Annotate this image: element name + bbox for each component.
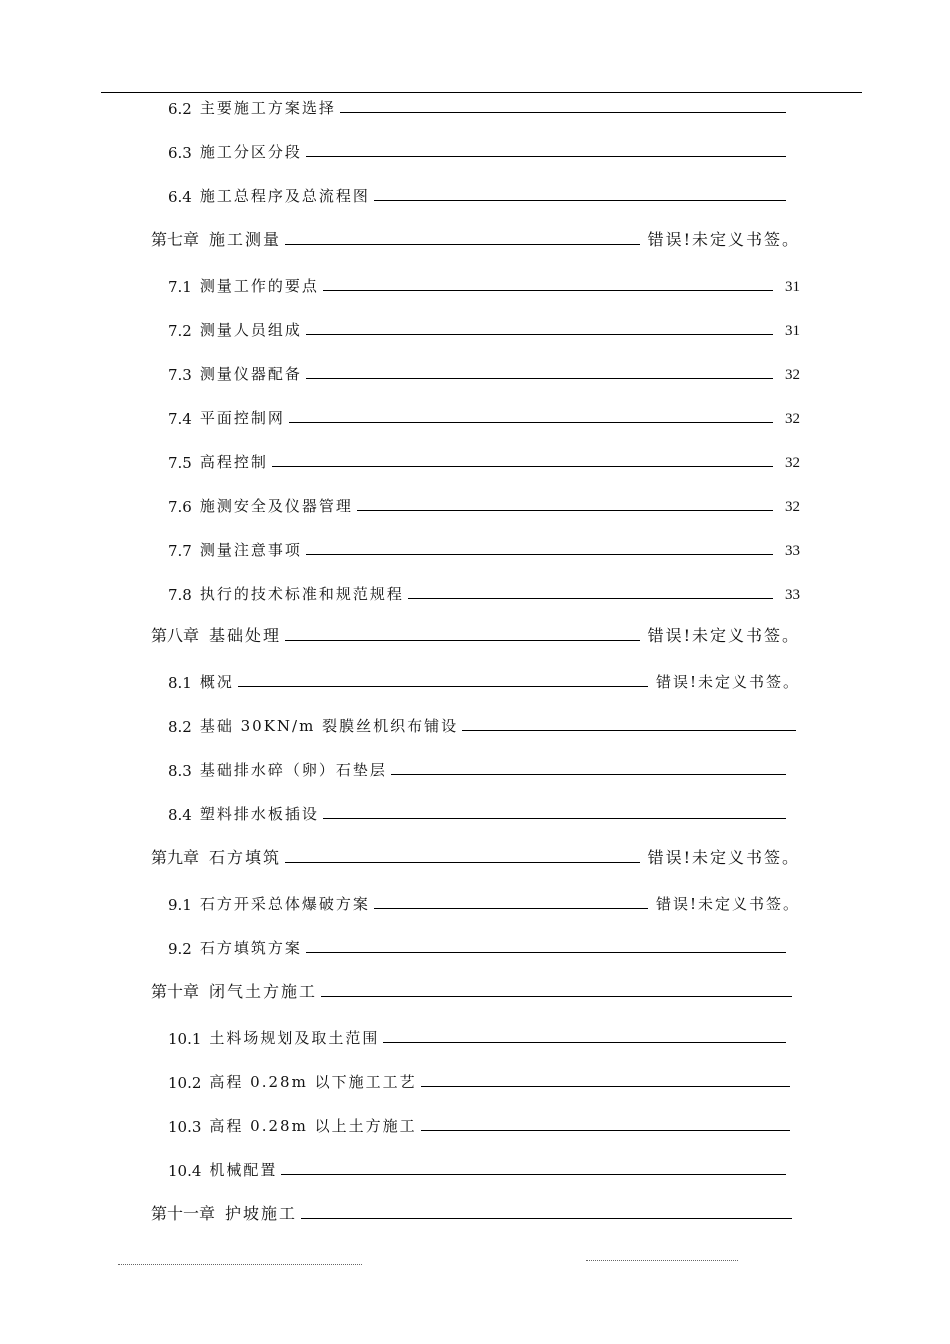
toc-section-row[interactable] bbox=[168, 890, 800, 914]
toc-entry-title: 石方填筑 bbox=[209, 848, 282, 867]
toc-entry-number: 7.2 bbox=[168, 322, 192, 340]
toc-leader-line bbox=[289, 422, 773, 423]
toc-page-reference: 33 bbox=[785, 543, 800, 559]
toc-entry-title: 施工测量 bbox=[209, 230, 282, 249]
toc-leader-line bbox=[238, 686, 648, 687]
toc-entry-number: 10.3 bbox=[168, 1118, 202, 1136]
toc-chapter-row[interactable] bbox=[151, 226, 800, 250]
toc-entry-number: 6.2 bbox=[168, 100, 192, 118]
toc-entry-title: 测量工作的要点 bbox=[199, 277, 319, 295]
toc-section-row[interactable] bbox=[168, 448, 800, 472]
toc-entry-number: 7.4 bbox=[168, 410, 192, 428]
toc-leader-line bbox=[357, 510, 773, 511]
toc-entry-number: 7.3 bbox=[168, 366, 192, 384]
toc-leader-line bbox=[306, 156, 786, 157]
toc-section-row[interactable] bbox=[168, 360, 800, 384]
toc-leader-line bbox=[340, 112, 786, 113]
toc-entry-title: 施工分区分段 bbox=[199, 143, 302, 161]
toc-leader-line bbox=[323, 290, 773, 291]
toc-section-row[interactable] bbox=[168, 756, 790, 780]
toc-entry-title: 高程 0.28m 以上土方施工 bbox=[209, 1117, 417, 1135]
toc-leader-line bbox=[306, 378, 773, 379]
toc-section-row[interactable] bbox=[168, 580, 800, 604]
toc-entry-number: 第九章 bbox=[151, 848, 200, 867]
toc-leader-line bbox=[408, 598, 773, 599]
toc-leader-line bbox=[374, 200, 786, 201]
toc-section-row[interactable] bbox=[168, 492, 800, 516]
toc-page-reference: 31 bbox=[785, 279, 800, 295]
toc-section-row[interactable] bbox=[168, 272, 800, 296]
toc-section-row[interactable] bbox=[168, 94, 790, 118]
toc-entry-number: 7.6 bbox=[168, 498, 192, 516]
toc-entry-title: 概况 bbox=[199, 673, 234, 691]
toc-entry-number: 8.1 bbox=[168, 674, 192, 692]
toc-leader-line bbox=[285, 640, 640, 641]
toc-section-row[interactable] bbox=[168, 316, 800, 340]
toc-page-reference: 32 bbox=[785, 411, 800, 427]
toc-entry-number: 6.4 bbox=[168, 188, 192, 206]
toc-section-row[interactable] bbox=[168, 800, 790, 824]
toc-entry-number: 9.1 bbox=[168, 896, 192, 914]
toc-entry-number: 10.1 bbox=[168, 1030, 202, 1048]
toc-leader-line bbox=[374, 908, 648, 909]
toc-entry-title: 测量注意事项 bbox=[199, 541, 302, 559]
toc-page-reference: 错误!未定义书签。 bbox=[647, 626, 800, 645]
toc-page-reference: 错误!未定义书签。 bbox=[655, 895, 800, 913]
toc-section-row[interactable] bbox=[168, 536, 800, 560]
toc-entry-number: 7.7 bbox=[168, 542, 192, 560]
toc-leader-line bbox=[421, 1130, 790, 1131]
toc-entry-number: 10.4 bbox=[168, 1162, 202, 1180]
toc-page-reference: 32 bbox=[785, 455, 800, 471]
toc-section-row[interactable] bbox=[168, 404, 800, 428]
toc-entry-title: 主要施工方案选择 bbox=[199, 99, 336, 117]
toc-page-reference: 错误!未定义书签。 bbox=[647, 230, 800, 249]
toc-entry-title: 基础 30KN/m 裂膜丝机织布铺设 bbox=[199, 717, 459, 735]
toc-entry-title: 基础处理 bbox=[209, 626, 282, 645]
toc-section-row[interactable] bbox=[168, 1024, 790, 1048]
toc-leader-line bbox=[306, 952, 786, 953]
toc-entry-title: 石方填筑方案 bbox=[199, 939, 302, 957]
toc-entry-number: 8.4 bbox=[168, 806, 192, 824]
toc-section-row[interactable] bbox=[168, 934, 790, 958]
toc-leader-line bbox=[306, 334, 773, 335]
toc-entry-number: 6.3 bbox=[168, 144, 192, 162]
toc-entry-title: 测量仪器配备 bbox=[199, 365, 302, 383]
toc-page-reference: 错误!未定义书签。 bbox=[655, 673, 800, 691]
toc-entry-title: 基础排水碎（卵）石垫层 bbox=[199, 761, 387, 779]
toc-page-reference: 32 bbox=[785, 367, 800, 383]
toc-section-row[interactable] bbox=[168, 1156, 790, 1180]
toc-chapter-row[interactable] bbox=[151, 844, 800, 868]
toc-entry-title: 石方开采总体爆破方案 bbox=[199, 895, 370, 913]
toc-section-row[interactable] bbox=[168, 182, 790, 206]
toc-entry-number: 7.5 bbox=[168, 454, 192, 472]
toc-entry-number: 7.1 bbox=[168, 278, 192, 296]
toc-leader-line bbox=[301, 1218, 792, 1219]
toc-entry-number: 9.2 bbox=[168, 940, 192, 958]
toc-entry-number: 第十一章 bbox=[151, 1204, 216, 1223]
toc-section-row[interactable] bbox=[168, 1068, 794, 1092]
toc-section-row[interactable] bbox=[168, 138, 790, 162]
toc-leader-line bbox=[323, 818, 786, 819]
toc-entry-title: 测量人员组成 bbox=[199, 321, 302, 339]
toc-entry-title: 平面控制网 bbox=[199, 409, 285, 427]
toc-chapter-row[interactable] bbox=[151, 978, 796, 1002]
toc-leader-line bbox=[321, 996, 792, 997]
toc-entry-number: 7.8 bbox=[168, 586, 192, 604]
toc-leader-line bbox=[383, 1042, 786, 1043]
toc-leader-line bbox=[306, 554, 773, 555]
toc-entry-number: 第七章 bbox=[151, 230, 200, 249]
toc-section-row[interactable] bbox=[168, 668, 800, 692]
toc-entry-number: 第八章 bbox=[151, 626, 200, 645]
toc-entry-number: 第十章 bbox=[151, 982, 200, 1001]
toc-entry-number: 10.2 bbox=[168, 1074, 202, 1092]
toc-leader-line bbox=[391, 774, 786, 775]
toc-chapter-row[interactable] bbox=[151, 622, 800, 646]
toc-page-reference: 32 bbox=[785, 499, 800, 515]
toc-section-row[interactable] bbox=[168, 712, 800, 736]
toc-entry-title: 护坡施工 bbox=[225, 1204, 298, 1223]
toc-leader-line bbox=[462, 730, 796, 731]
toc-entry-title: 高程 0.28m 以下施工工艺 bbox=[209, 1073, 417, 1091]
toc-section-row[interactable] bbox=[168, 1112, 794, 1136]
toc-leader-line bbox=[272, 466, 773, 467]
toc-leader-line bbox=[285, 862, 640, 863]
toc-chapter-row[interactable] bbox=[151, 1200, 796, 1224]
toc-leader-line bbox=[285, 244, 640, 245]
footer-dotted-line-right bbox=[586, 1260, 738, 1261]
toc-entry-title: 执行的技术标准和规范规程 bbox=[199, 585, 404, 603]
footer-dotted-line-left bbox=[118, 1264, 362, 1265]
header-rule bbox=[101, 92, 862, 93]
toc-page-reference: 错误!未定义书签。 bbox=[647, 848, 800, 867]
toc-leader-line bbox=[281, 1174, 786, 1175]
toc-page-reference: 31 bbox=[785, 323, 800, 339]
toc-entry-title: 土料场规划及取土范围 bbox=[209, 1029, 380, 1047]
toc-page-reference: 33 bbox=[785, 587, 800, 603]
toc-leader-line bbox=[421, 1086, 790, 1087]
toc-entry-title: 高程控制 bbox=[199, 453, 268, 471]
toc-entry-title: 闭气土方施工 bbox=[209, 982, 318, 1001]
toc-entry-title: 施测安全及仪器管理 bbox=[199, 497, 353, 515]
toc-entry-title: 塑料排水板插设 bbox=[199, 805, 319, 823]
toc-entry-number: 8.2 bbox=[168, 718, 192, 736]
toc-entry-title: 机械配置 bbox=[209, 1161, 278, 1179]
toc-entry-number: 8.3 bbox=[168, 762, 192, 780]
toc-entry-title: 施工总程序及总流程图 bbox=[199, 187, 370, 205]
